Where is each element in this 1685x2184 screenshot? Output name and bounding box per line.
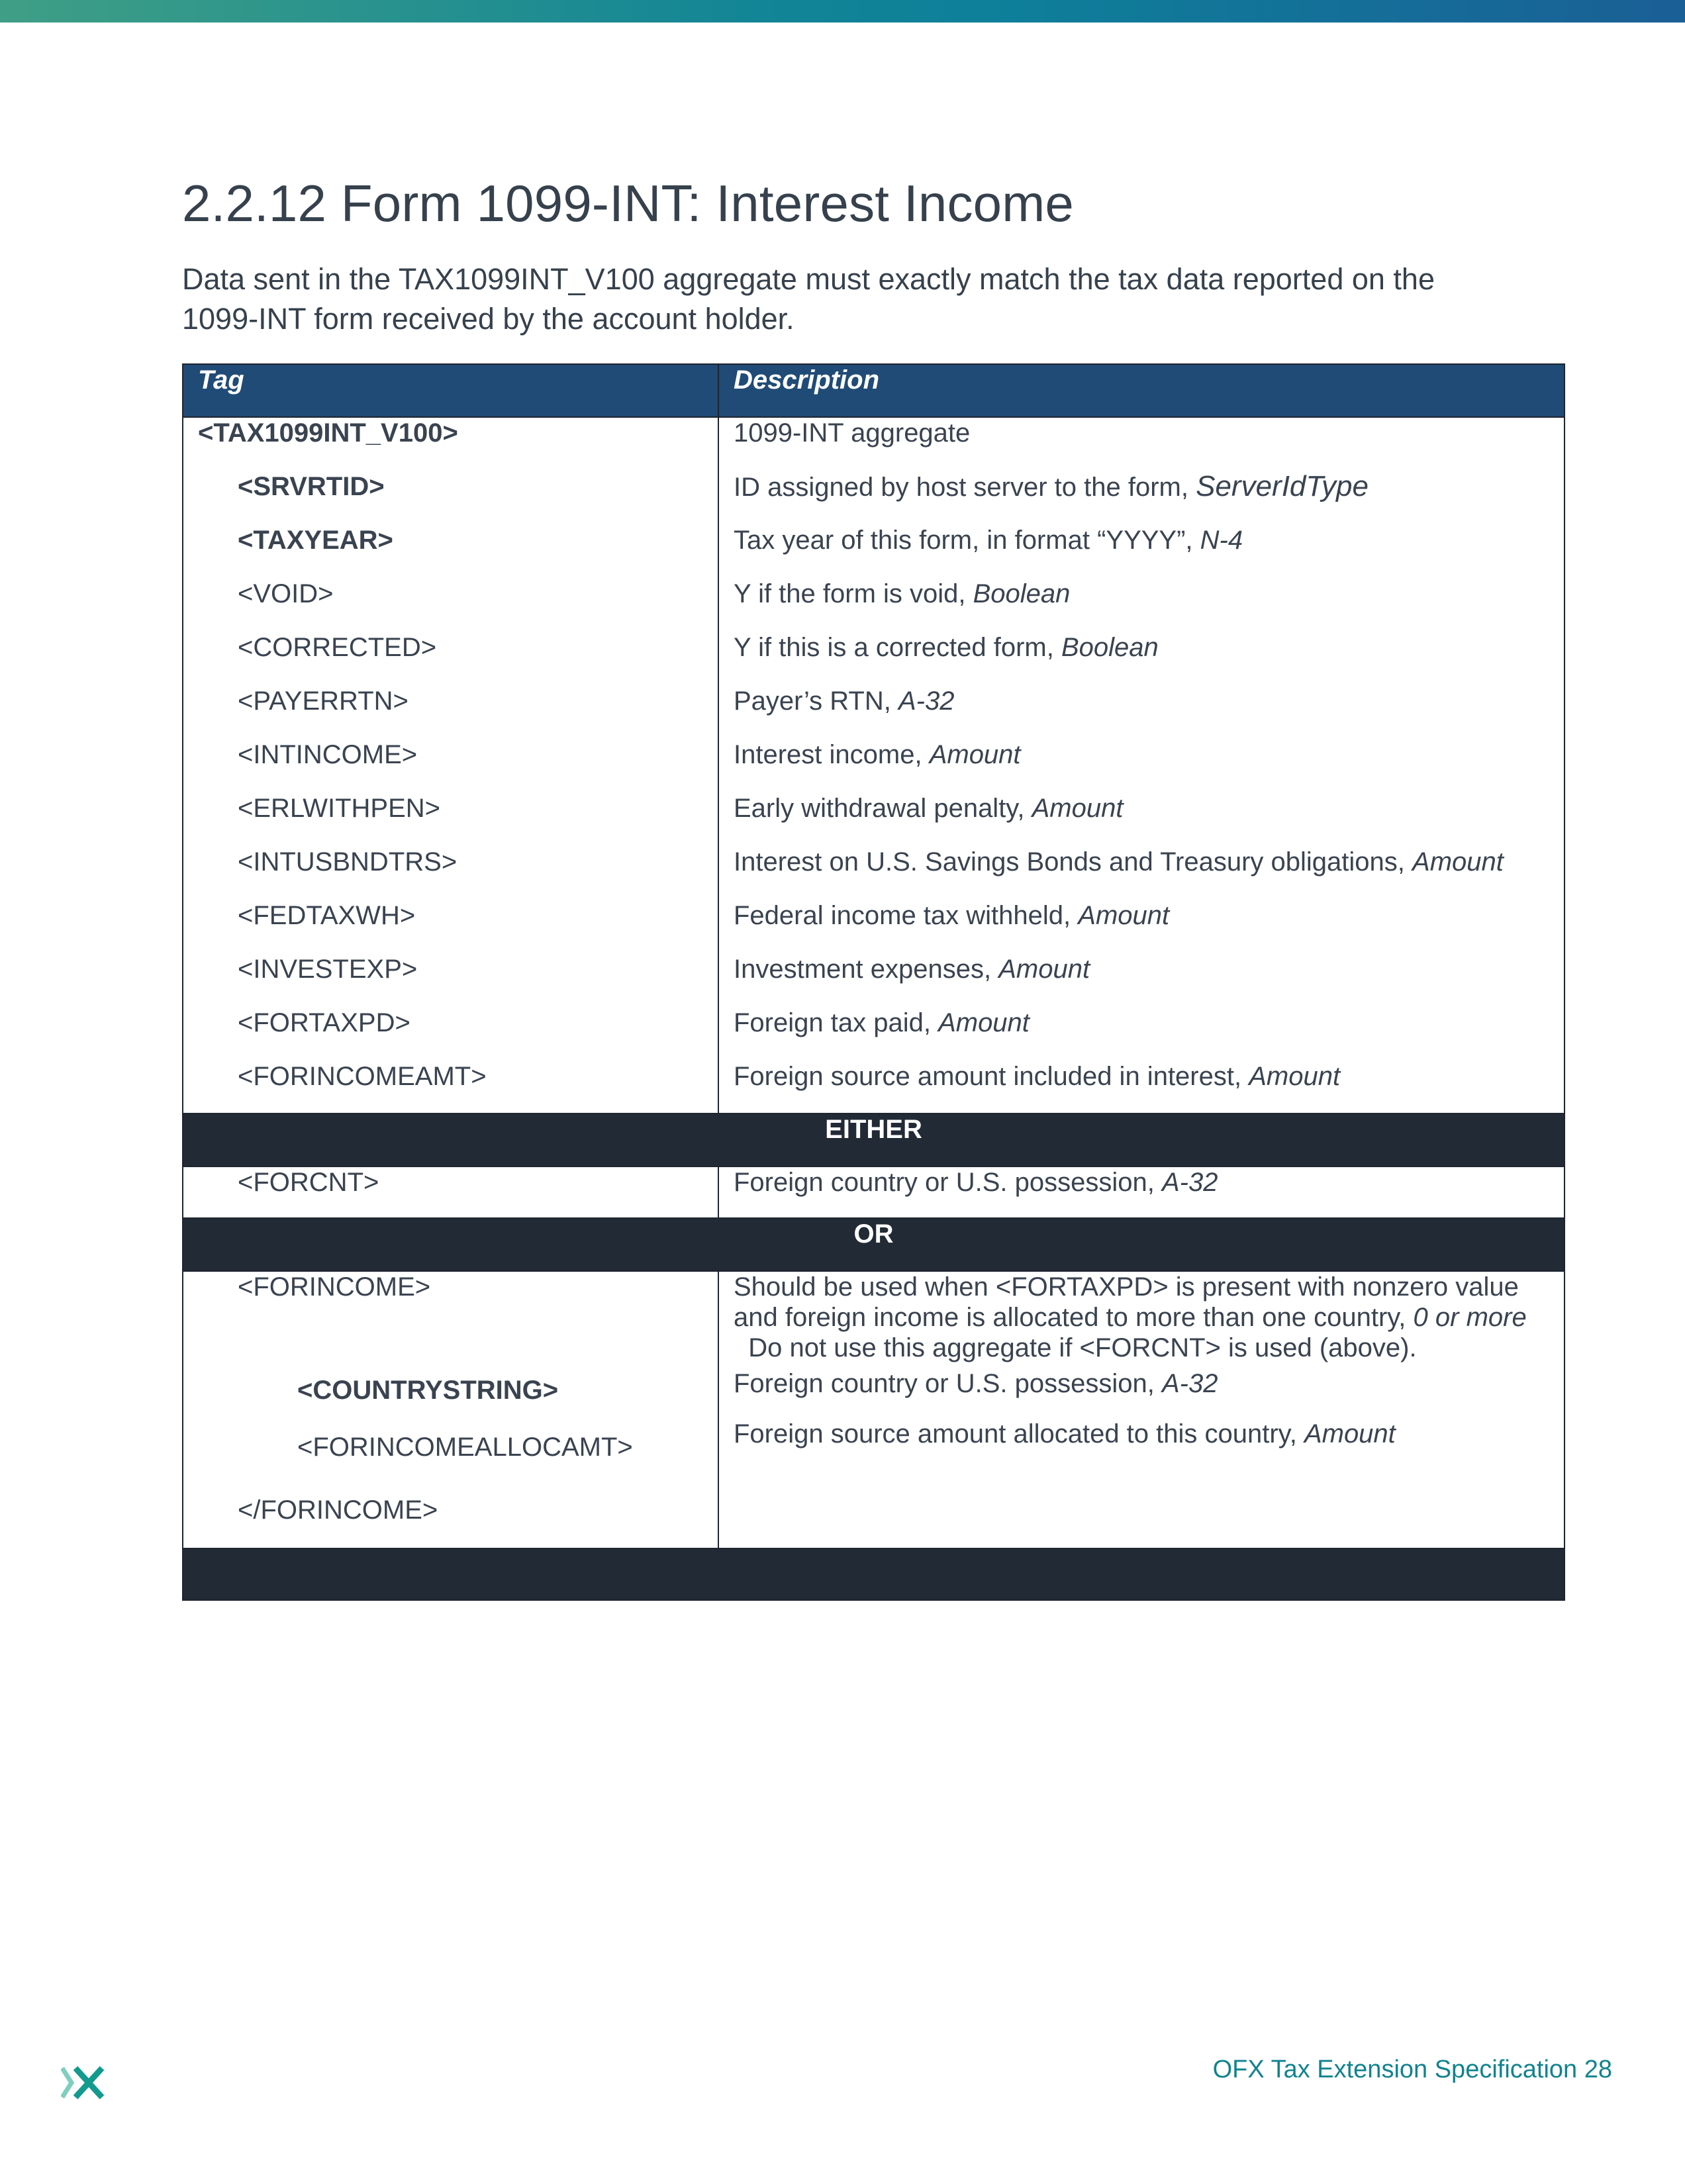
or-separator-row [183,1218,1565,1271]
tag-cell: <INVESTEXP> [183,950,718,1004]
description-cell: Should be used when <FORTAXPD> is present with nonzero value and foreign income is allocated to more than one country, 0 or more Do not use this aggregate if <FORCNT> is used (above). [718,1271,1565,1364]
table-row [183,1004,1565,1057]
tag-cell: <TAX1099INT_V100> [183,417,718,467]
description-cell: Foreign source amount allocated to this country, Amount [718,1419,1565,1482]
description-cell: Payer’s RTN, A-32 [718,682,1565,736]
table-row [183,843,1565,896]
tag-cell: <INTUSBNDTRS> [183,843,718,896]
table-row [183,417,1565,467]
closing-separator-row [183,1548,1565,1600]
description-cell: Foreign country or U.S. possession, A-32 [718,1364,1565,1419]
tag-cell: <SRVRTID> [183,467,718,521]
table-row [183,1271,1565,1364]
tag-cell: <FORCNT> [183,1166,718,1218]
tag-cell: <PAYERRTN> [183,682,718,736]
tag-cell: <ERLWITHPEN> [183,789,718,843]
tag-cell: <FORINCOME> [183,1271,718,1364]
table-row [183,950,1565,1004]
tag-cell: <FEDTAXWH> [183,896,718,950]
tag-cell: <COUNTRYSTRING> [183,1364,718,1419]
tag-description-table [182,363,1565,1601]
tag-cell: </FORINCOME> [183,1482,718,1548]
description-cell: Foreign tax paid, Amount [718,1004,1565,1057]
table-row [183,1166,1565,1218]
tag-cell: <CORRECTED> [183,628,718,682]
section-title: 2.2.12 Form 1099-INT: Interest Income [182,174,1074,232]
tag-cell: <TAXYEAR> [183,521,718,575]
description-cell: ID assigned by host server to the form, ServerIdType [718,467,1565,521]
top-accent-bar [0,0,1685,23]
description-cell: 1099-INT aggregate [718,417,1565,467]
table-row [183,1364,1565,1419]
table-row [183,1482,1565,1548]
table-row [183,896,1565,950]
description-cell: Interest on U.S. Savings Bonds and Treasury obligations, Amount [718,843,1565,896]
description-cell: Interest income, Amount [718,736,1565,789]
description-cell: Tax year of this form, in format “YYYY”, N-4 [718,521,1565,575]
footer-page-label: OFX Tax Extension Specification 28 [1212,2056,1612,2083]
table-row [183,1057,1565,1114]
tag-cell: <INTINCOME> [183,736,718,789]
table-header-row [183,364,1565,417]
description-cell: Y if this is a corrected form, Boolean [718,628,1565,682]
description-cell: Foreign source amount included in interest, Amount [718,1057,1565,1114]
table-row [183,682,1565,736]
description-cell: Investment expenses, Amount [718,950,1565,1004]
table-row [183,1419,1565,1482]
ofx-x-logo-icon [61,2065,107,2100]
table-row [183,789,1565,843]
description-cell: Y if the form is void, Boolean [718,575,1565,628]
description-cell [718,1482,1565,1548]
either-separator-row [183,1114,1565,1166]
description-cell: Early withdrawal penalty, Amount [718,789,1565,843]
tag-cell: <VOID> [183,575,718,628]
tag-cell: <FORINCOMEALLOCAMT> [183,1419,718,1482]
description-cell: Foreign country or U.S. possession, A-32 [718,1166,1565,1218]
table-row [183,467,1565,521]
table-row [183,521,1565,575]
tag-cell: <FORINCOMEAMT> [183,1057,718,1114]
table-row [183,736,1565,789]
table-row [183,628,1565,682]
header-description: Description [718,364,1565,417]
tag-cell: <FORTAXPD> [183,1004,718,1057]
header-tag: Tag [183,364,718,417]
either-label: EITHER [183,1114,1565,1166]
description-cell: Federal income tax withheld, Amount [718,896,1565,950]
or-label: OR [183,1218,1565,1271]
intro-paragraph: Data sent in the TAX1099INT_V100 aggregate must exactly match the tax data reported on the 1099-INT form received by the account holder. [182,262,1435,336]
table-row [183,575,1565,628]
